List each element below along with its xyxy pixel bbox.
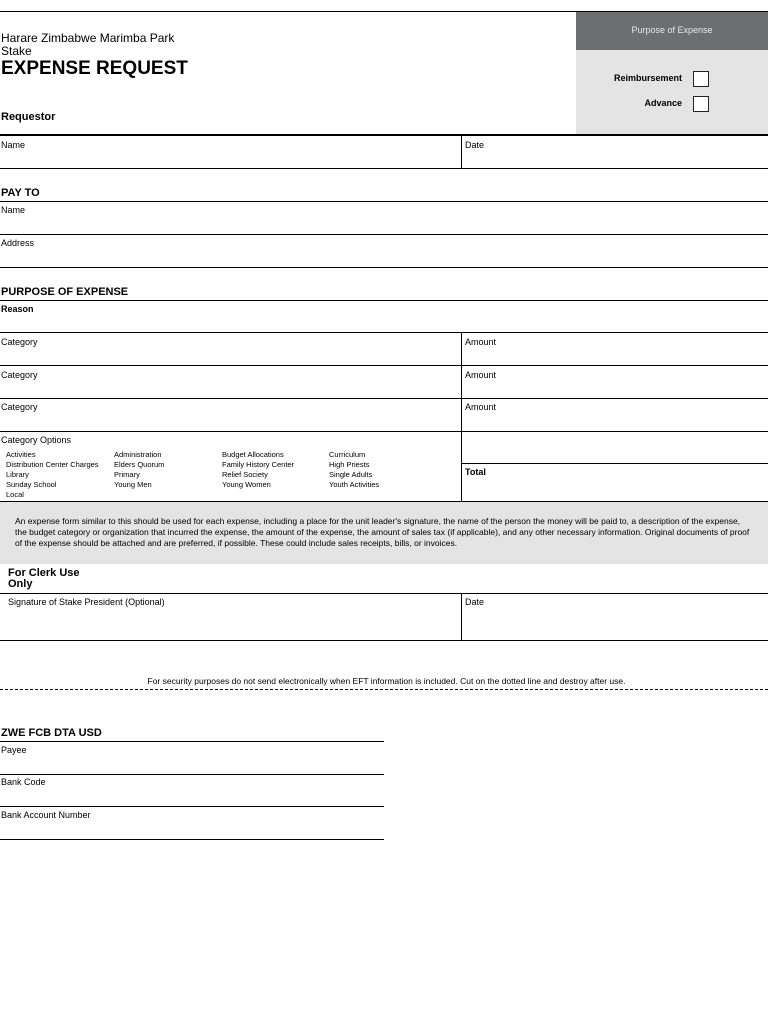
requestor-name-label: Name [1, 140, 26, 150]
option-item: Young Women [222, 480, 271, 489]
option-item: Local [6, 490, 24, 499]
bank-code-label: Bank Code [1, 777, 46, 787]
cut-line [0, 689, 768, 690]
option-item: Distribution Center Charges [6, 460, 99, 469]
category-label: Category [1, 370, 38, 380]
reason-label: Reason [1, 304, 34, 314]
org-name: Harare Zimbabwe Marimba Park Stake [1, 31, 175, 58]
account-number-field[interactable] [0, 807, 384, 839]
requestor-bottom-rule [0, 168, 768, 169]
options-column-4 [329, 450, 379, 490]
security-notice: For security purposes do not send electronically when EFT information is included. Cut on the dotted line and destroy after use. [147, 676, 626, 686]
option-item: Sunday School [6, 480, 57, 489]
advance-checkbox[interactable] [693, 96, 709, 112]
option-item: Elders Quorum [114, 460, 165, 469]
total-field[interactable] [462, 464, 768, 501]
amount-label: Amount [465, 337, 497, 347]
option-item: High Priests [329, 460, 370, 469]
amount-field[interactable] [462, 333, 768, 365]
category-field[interactable] [0, 366, 460, 398]
requestor-date-field[interactable] [462, 136, 768, 168]
pay-to-name-label: Name [1, 205, 26, 215]
category-field[interactable] [0, 333, 460, 365]
signature-label: Signature of Stake President (Optional) [8, 597, 165, 607]
options-column-1 [6, 450, 99, 500]
form-title: EXPENSE REQUEST [1, 58, 188, 79]
reimbursement-checkbox[interactable] [693, 71, 709, 87]
clerk-date-label: Date [465, 597, 485, 607]
category-field[interactable] [0, 399, 460, 431]
requestor-date-label: Date [465, 140, 485, 150]
category-label: Category [1, 337, 38, 347]
advance-label: Advance [644, 98, 682, 108]
category-options-label: Category Options [1, 435, 72, 445]
requestor-name-field[interactable] [0, 136, 460, 168]
requestor-heading: Requestor [1, 111, 56, 123]
option-item: Administration [114, 450, 162, 459]
pay-to-address-label: Address [1, 238, 35, 248]
purpose-panel-title: Purpose of Expense [631, 25, 713, 35]
pay-to-name-field[interactable] [0, 202, 768, 234]
bank-code-field[interactable] [0, 775, 384, 806]
account-number-rule [0, 839, 384, 840]
option-item: Family History Center [222, 460, 295, 469]
option-item: Curriculum [329, 450, 366, 459]
options-column-3 [222, 450, 294, 490]
option-item: Single Adults [329, 470, 373, 479]
category-row-rule [0, 431, 768, 432]
payee-label: Payee [1, 745, 27, 755]
amount-field[interactable] [462, 366, 768, 398]
payee-field[interactable] [0, 742, 384, 774]
option-item: Youth Activities [329, 480, 380, 489]
pay-to-address-rule [0, 267, 768, 268]
amount-field[interactable] [462, 399, 768, 431]
option-item: Library [6, 470, 29, 479]
option-item: Budget Allocations [222, 450, 284, 459]
category-label: Category [1, 402, 38, 412]
purpose-heading: PURPOSE OF EXPENSE [1, 286, 129, 298]
pay-to-heading: PAY TO [1, 187, 40, 199]
reason-field[interactable] [0, 301, 768, 332]
clerk-heading: For Clerk Use Only [8, 567, 80, 590]
amount-label: Amount [465, 370, 497, 380]
account-number-label: Bank Account Number [1, 810, 91, 820]
signature-field[interactable] [0, 594, 460, 640]
option-item: Activities [6, 450, 36, 459]
pay-to-address-field[interactable] [0, 235, 768, 267]
note-text: An expense form similar to this should be used for each expense, including a place for the unit leader's signature, the name of the person the money will be paid to, a description of the expense, the budget category or organization that incurred the expense, the amount of the expense, the amount of sales tax (if applicable), and any other necessary information. Original documents of proof of the expense should be attached and are preferred, if possible. These could include sales receipts, bills, or invoices. [15, 516, 750, 548]
reimbursement-label: Reimbursement [613, 73, 682, 83]
bank-heading: ZWE FCB DTA USD [1, 727, 102, 739]
option-item: Young Men [114, 480, 152, 489]
option-item: Primary [114, 470, 140, 479]
option-item: Relief Society [222, 470, 268, 479]
clerk-date-field[interactable] [462, 594, 768, 640]
total-label: Total [465, 467, 486, 477]
options-column-2 [114, 450, 164, 490]
clerk-bottom-rule [0, 640, 768, 641]
amount-label: Amount [465, 402, 497, 412]
